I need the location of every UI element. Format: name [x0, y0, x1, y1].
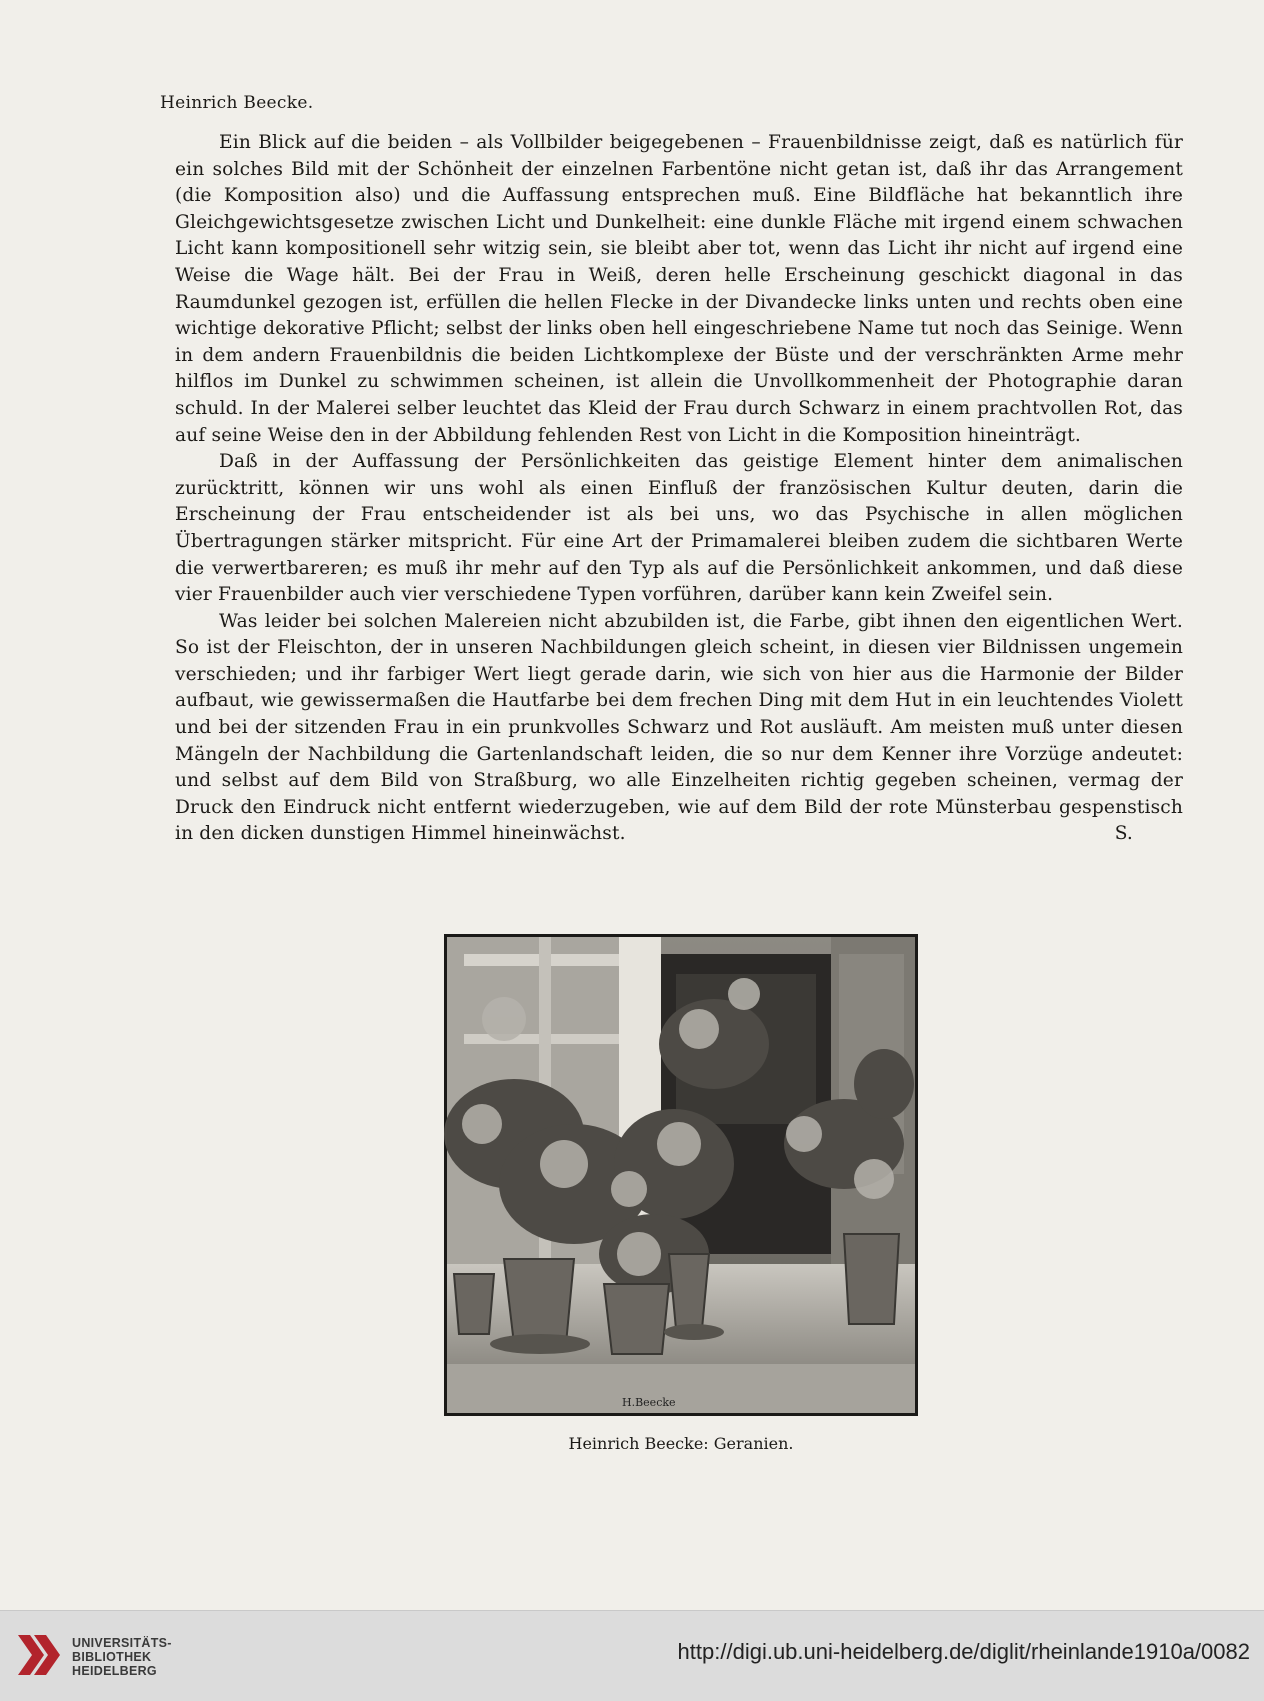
running-head: Heinrich Beecke.: [160, 93, 314, 113]
painting-image: [444, 934, 918, 1416]
university-library-logo-icon: [14, 1629, 64, 1681]
library-name-line-1: UNIVERSITÄTS-: [72, 1636, 172, 1650]
permalink-url[interactable]: http://digi.ub.uni-heidelberg.de/diglit/rheinlande1910a/0082: [677, 1639, 1250, 1664]
library-name-line-2: BIBLIOTHEK: [72, 1650, 152, 1664]
painter-signature: H.Beecke: [622, 1396, 676, 1409]
paragraph-2: Daß in der Auffassung der Persönlichkeiten das geistige Element hinter dem animalischen zurücktritt, können wir uns wohl als einen Einfluß der französischen Kultur deuten, darin die Erscheinung der Frau entscheidender ist als bei uns, wo das Psychische in allen möglichen Übertragungen stärker mitspricht. Für eine Art der Primamalerei bleiben zudem die sichtbaren Werte die verwertbareren; es muß ihr mehr auf den Typ als auf die Persönlichkeit ankommen, und daß diese vier Frauenbilder auch vier verschiedene Typen vorführen, darüber kann kein Zweifel sein.: [175, 451, 1183, 606]
article-body: [175, 130, 1183, 848]
paragraph-1: Ein Blick auf die beiden – als Vollbilder beigegebenen – Frauenbildnisse zeigt, daß es natürlich für ein solches Bild mit der Schönheit der einzelnen Farbentöne nicht getan ist, daß ihr das Arrangement (die Komposition also) und die Auffassung entsprechen muß. Eine Bildfläche hat bekanntlich ihre Gleichgewichtsgesetze zwischen Licht und Dunkelheit: eine dunkle Fläche mit irgend einem schwachen Licht kann kompositionell sehr witzig sein, sie bleibt aber tot, wenn das Licht ihr nicht auf irgend eine Weise die Wage hält. Bei der Frau in Weiß, deren helle Erscheinung geschickt diagonal in das Raumdunkel gezogen ist, erfüllen die hellen Flecke in der Divandecke links unten und rechts oben eine wichtige dekorative Pflicht; selbst der links oben hell eingeschriebene Name tut noch das Seinige. Wenn in dem andern Frauenbildnis die beiden Lichtkomplexe der Büste und der verschränkten Arme mehr hilflos im Dunkel zu schwimmen scheinen, ist allein die Unvollkommenheit der Photographie daran schuld. In der Malerei selber leuchtet das Kleid der Frau durch Schwarz in einem prachtvollen Rot, das auf seine Weise den in der Abbildung fehlenden Rest von Licht in die Komposition hineinträgt.: [175, 132, 1183, 446]
painting-geranien: [444, 934, 918, 1416]
author-signature: S.: [1114, 823, 1133, 845]
paragraph-3: [175, 609, 1183, 848]
paragraph-3-text: Was leider bei solchen Malereien nicht abzubilden ist, die Farbe, gibt ihnen den eigentlichen Wert. So ist der Fleischton, der in unseren Nachbildungen gleich scheint, in diesen vier Bildnissen ungemein verschieden; und ihr farbiger Wert liegt gerade darin, wie sich von hier aus die Harmonie der Bilder aufbaut, wie gewissermaßen die Hautfarbe bei dem frechen Ding mit dem Hut in ein leuchtendes Violett und bei der sitzenden Frau in ein prunkvolles Schwarz und Rot ausläuft. Am meisten muß unter diesen Mängeln der Nachbildung die Gartenlandschaft leiden, die so nur dem Kenner ihre Vorzüge andeutet: und selbst auf dem Bild von Straßburg, wo alle Einzelheiten richtig gegeben scheinen, vermag der Druck den Eindruck nicht entfernt wiederzugeben, wie auf dem Bild der rote Münsterbau gespenstisch in den dicken dunstigen Himmel hineinwächst.: [175, 610, 1183, 845]
library-name-line-3: HEIDELBERG: [72, 1664, 157, 1678]
figure-caption: Heinrich Beecke: Geranien.: [568, 1434, 794, 1453]
library-name: [72, 1636, 172, 1678]
viewer-footer: [0, 1610, 1264, 1701]
